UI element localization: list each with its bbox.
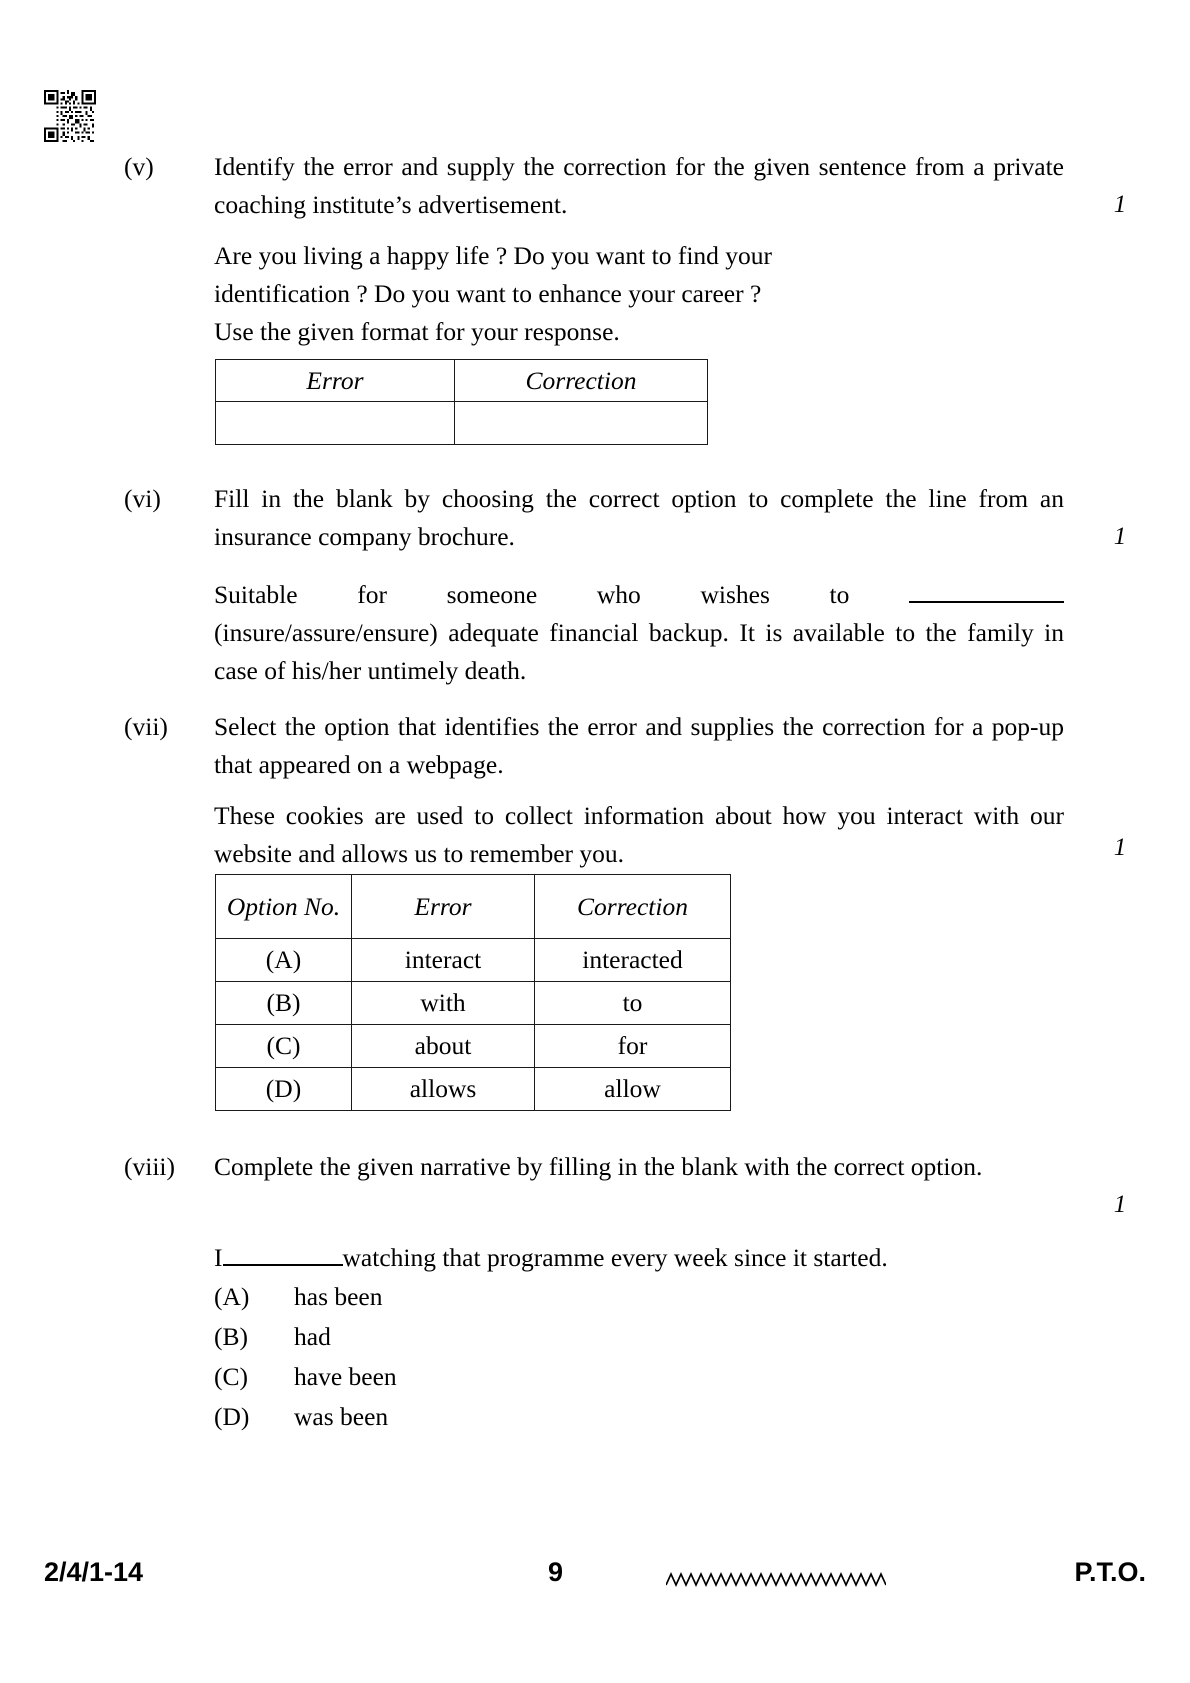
option-c-label: (C) <box>214 1362 248 1391</box>
question-viii-mark: 1 <box>1113 1191 1127 1218</box>
table-cell-error-d: allows <box>352 1068 535 1111</box>
question-vi-sentence-part2: (insure/assure/ensure) adequate financial backup. It is available to the family in case of his/her untimely death. <box>214 618 1064 685</box>
table-row[interactable] <box>216 1025 731 1068</box>
table-header-error: Error <box>352 875 535 939</box>
question-viii-sentence-text2: watching that programme every week since it started. <box>342 1243 888 1272</box>
option-c[interactable] <box>214 1357 397 1397</box>
question-vii-passage: These cookies are used to collect information about how you interact with our website and allows us to remember you. <box>214 801 1064 868</box>
option-error-correction-table <box>215 874 731 1111</box>
table-cell-error-b: with <box>352 982 535 1025</box>
question-viii <box>124 1148 1064 1186</box>
question-vi-sentence-part1 <box>214 576 1064 614</box>
option-b[interactable] <box>214 1317 397 1357</box>
table-cell-correction-c: for <box>535 1025 731 1068</box>
table-cell-option-d: (D) <box>216 1068 352 1111</box>
qr-code-icon <box>44 90 96 142</box>
table-row[interactable] <box>216 982 731 1025</box>
table-row[interactable] <box>216 1068 731 1111</box>
table-header-row <box>216 875 731 939</box>
question-vii <box>124 708 1064 873</box>
table-header-correction: Correction <box>455 360 708 402</box>
question-viii-blank[interactable] <box>223 1264 343 1266</box>
question-vi-prompt: Fill in the blank by choosing the correct option to complete the line from an insurance company brochure. <box>214 484 1064 551</box>
question-vi-sentence-text1: Suitable for someone who wishes to <box>214 580 850 609</box>
option-d-text: was been <box>294 1402 389 1431</box>
option-d-label: (D) <box>214 1402 250 1431</box>
question-viii-options <box>214 1277 397 1437</box>
table-cell-correction-blank[interactable] <box>455 402 708 445</box>
table-cell-correction-d: allow <box>535 1068 731 1111</box>
option-a-text: has been <box>294 1282 383 1311</box>
footer-page-number: 9 <box>548 1557 564 1587</box>
question-vi-number: (vi) <box>124 484 161 513</box>
question-viii-sentence-text1: I <box>214 1243 223 1272</box>
question-v-prompt: Identify the error and supply the correction for the given sentence from a private coaching institute’s advertisement. <box>214 152 1064 219</box>
table-header-option-no: Option No. <box>216 875 352 939</box>
table-header-row <box>216 360 708 402</box>
option-a[interactable] <box>214 1277 397 1317</box>
question-vi-mark: 1 <box>1113 523 1127 550</box>
table-cell-option-c: (C) <box>216 1025 352 1068</box>
table-header-error: Error <box>216 360 455 402</box>
table-row[interactable] <box>216 939 731 982</box>
footer-paper-code: 2/4/1-14 <box>44 1557 144 1587</box>
footer-pto: P.T.O. <box>1074 1557 1146 1587</box>
table-header-correction: Correction <box>535 875 731 939</box>
table-cell-error-blank[interactable] <box>216 402 455 445</box>
table-cell-option-a: (A) <box>216 939 352 982</box>
question-v-passage-line2: identification ? Do you want to enhance your career ? <box>214 279 762 308</box>
question-viii-sentence <box>214 1238 1064 1278</box>
question-vi-blank[interactable] <box>909 601 1064 603</box>
table-cell-error-c: about <box>352 1025 535 1068</box>
option-b-text: had <box>294 1322 331 1351</box>
table-row <box>216 402 708 445</box>
question-vii-number: (vii) <box>124 712 168 741</box>
table-cell-correction-a: interacted <box>535 939 731 982</box>
question-v-passage-line1: Are you living a happy life ? Do you want to find your <box>214 241 773 270</box>
option-b-label: (B) <box>214 1322 248 1351</box>
question-v-number: (v) <box>124 152 154 181</box>
option-c-text: have been <box>294 1362 397 1391</box>
question-vii-prompt: Select the option that identifies the error and supplies the correction for a pop-up that appeared on a webpage. <box>214 712 1064 779</box>
question-vii-mark: 1 <box>1113 834 1127 861</box>
option-a-label: (A) <box>214 1282 250 1311</box>
squiggle-divider-icon <box>666 1565 886 1596</box>
table-cell-correction-b: to <box>535 982 731 1025</box>
question-viii-number: (viii) <box>124 1152 175 1181</box>
option-d[interactable] <box>214 1397 397 1437</box>
question-vi <box>124 480 1064 690</box>
table-cell-error-a: interact <box>352 939 535 982</box>
question-v-mark: 1 <box>1113 191 1127 218</box>
question-v-instruction: Use the given format for your response. <box>214 317 620 346</box>
error-correction-table <box>215 359 708 445</box>
question-v <box>124 148 1064 351</box>
page-footer <box>0 1557 1190 1601</box>
table-cell-option-b: (B) <box>216 982 352 1025</box>
question-viii-prompt: Complete the given narrative by filling in the blank with the correct option. <box>214 1152 983 1181</box>
